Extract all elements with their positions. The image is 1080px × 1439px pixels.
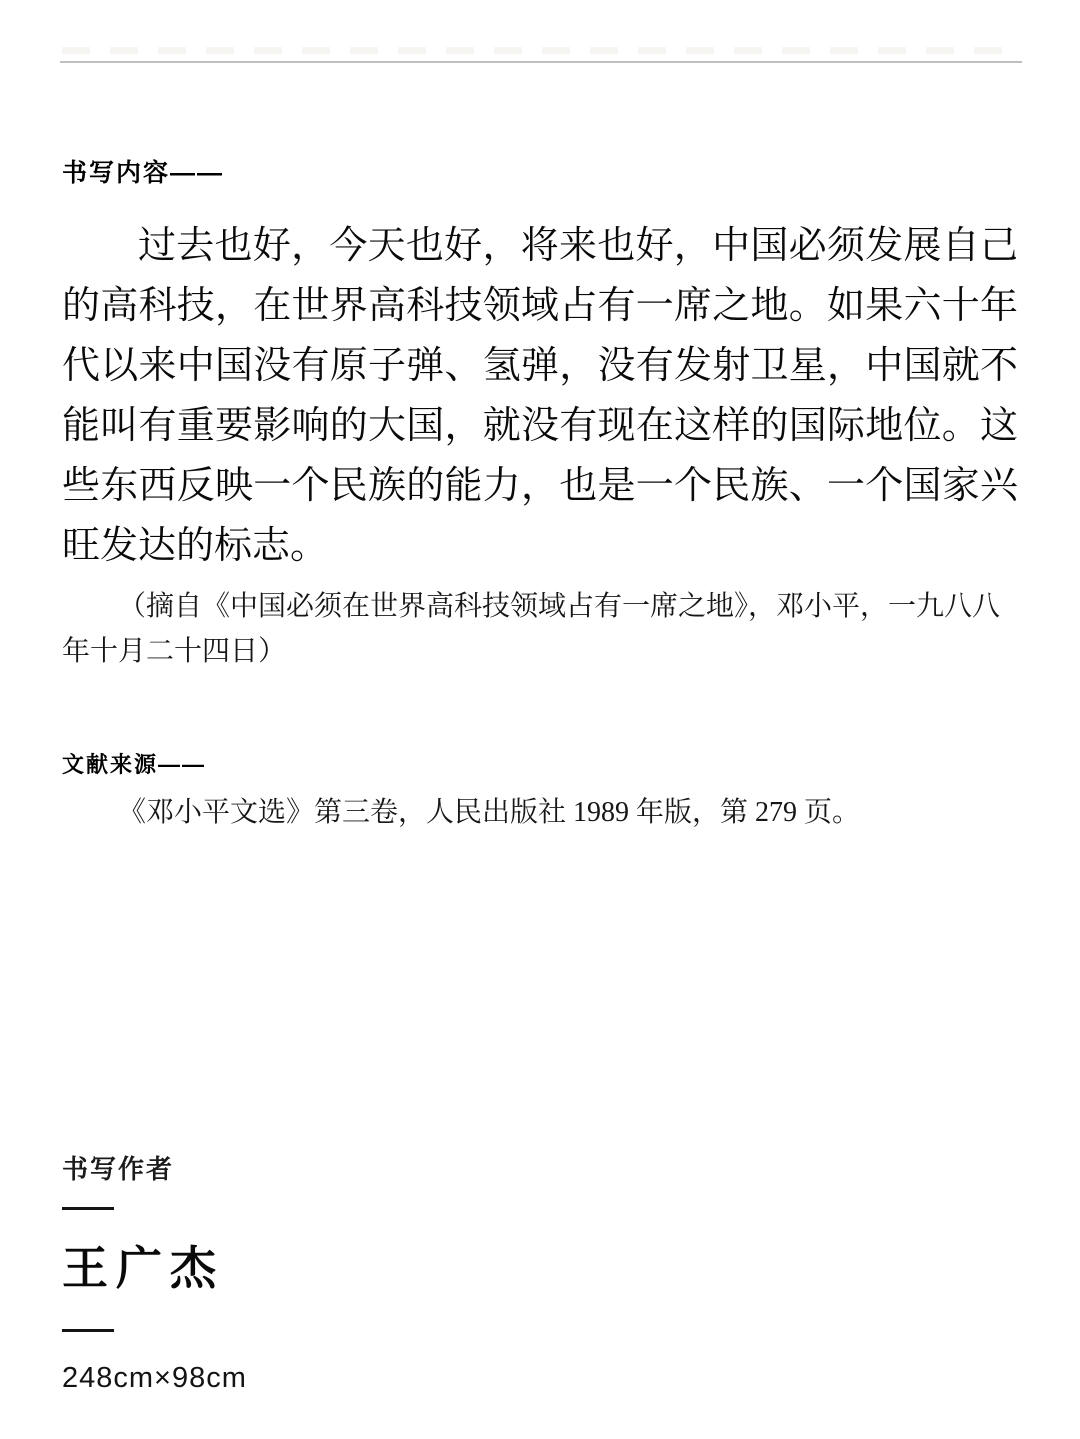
source-heading: 文献来源—— <box>62 752 207 777</box>
quote-text: 过去也好，今天也好，将来也好，中国必须发展自己的高科技，在世界高科技领域占有一席之地。如果六十年代以来中国没有原子弹、氢弹，没有发射卫星，中国就不能叫有重要影响的大国，就没有现在这样的国际地位。这些东西反映一个民族的能力，也是一个民族、一个国家兴旺发达的标志。 <box>62 225 1018 567</box>
quote-citation: （摘自《中国必须在世界高科技领域占有一席之地》，邓小平，一九八八年十月二十四日） <box>62 591 1001 667</box>
faded-top-decoration <box>62 47 1020 54</box>
author-heading: 书写作者 <box>62 1154 175 1184</box>
author-name: 王广杰 <box>62 1243 224 1294</box>
writing-content-heading: 书写内容—— <box>62 159 225 187</box>
source-text: 《邓小平文选》第三卷，人民出版社 1989 年版，第 279 页。 <box>118 797 861 828</box>
author-divider-top <box>62 1207 114 1210</box>
author-divider-bottom <box>62 1329 114 1332</box>
artwork-size: 248cm×98cm <box>62 1362 247 1394</box>
author-section <box>62 1154 247 1394</box>
top-divider <box>60 61 1022 63</box>
